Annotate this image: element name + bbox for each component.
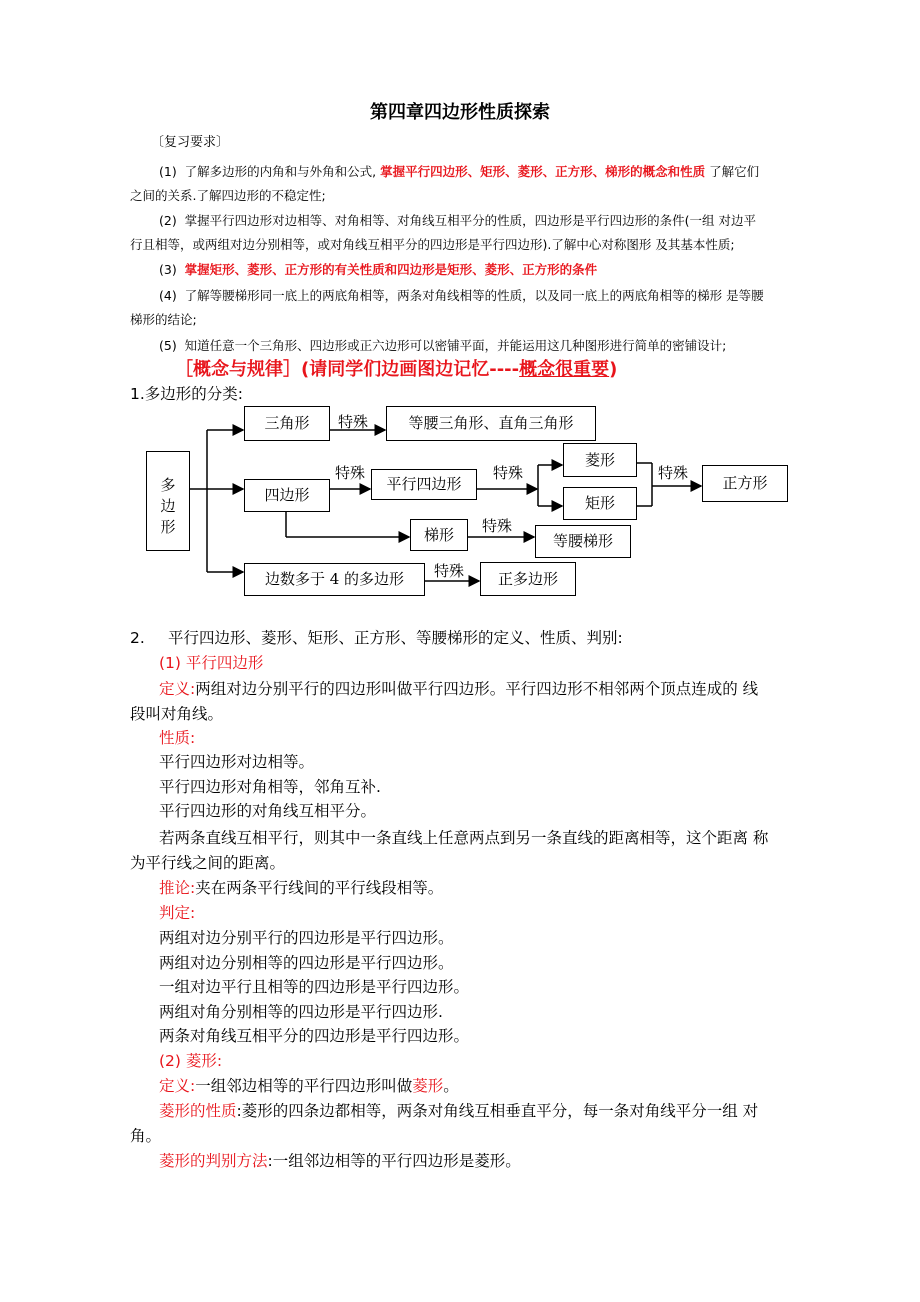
req-text: 了解它们 xyxy=(709,164,760,179)
req-num: (2) xyxy=(159,213,177,228)
rh-prop-text: :菱形的四条边都相等，两条对角线互相垂直平分，每一条对角线平分一组 对 xyxy=(236,1102,759,1120)
rhombus-properties-cont: 角。 xyxy=(130,1127,162,1145)
req-highlight: 掌握矩形、菱形、正方形的有关性质和四边形是矩形、菱形、正方形的条件 xyxy=(184,262,598,277)
req-text: 知道任意一个三角形、四边形或正六边形可以密铺平面，并能运用这几种图形进行简单的密铺设计; xyxy=(184,338,727,353)
page-title: 第四章四边形性质探索 xyxy=(370,102,550,123)
box-triangle-special: 等腰三角形、直角三角形 xyxy=(386,406,596,441)
rh-judge-label: 菱形的判别方法 xyxy=(159,1152,268,1170)
requirement-4-cont: 梯形的结论; xyxy=(130,312,197,327)
req-text: 掌握平行四边形对边相等、对角相等、对角线互相平分的性质，四边形是平行四边形的条件(一组 对边平 xyxy=(184,213,757,228)
req-num: (1) xyxy=(159,164,177,179)
req-num: (4) xyxy=(159,288,177,303)
rh-def-label: 定义: xyxy=(159,1077,196,1095)
requirement-1-cont: 之间的关系.了解四边形的不稳定性; xyxy=(130,188,326,203)
req-num: (5) xyxy=(159,338,177,353)
corollary-label: 推论: xyxy=(159,879,196,897)
box-polygon-more: 边数多于 4 的多边形 xyxy=(244,563,425,596)
judge-5: 两条对角线互相平分的四边形是平行四边形。 xyxy=(159,1027,470,1045)
requirements-header: 〔复习要求〕 xyxy=(151,135,230,150)
rh-def-text: 一组邻边相等的平行四边形叫做 xyxy=(195,1077,413,1095)
label-special-5: 特殊 xyxy=(482,517,513,535)
rh-def-end: 。 xyxy=(443,1077,459,1095)
box-rectangle: 矩形 xyxy=(563,487,637,520)
label-special-4: 特殊 xyxy=(658,464,689,482)
corollary-text: 夹在两条平行线间的平行线段相等。 xyxy=(195,879,444,897)
prop-label: 性质: xyxy=(159,729,196,747)
req-text: 了解多边形的内角和与外角和公式, xyxy=(184,164,377,179)
rhombus-properties xyxy=(159,1099,758,1124)
rh-judge-text: :一组邻边相等的平行四边形是菱形。 xyxy=(267,1152,521,1170)
judge-2: 两组对边分别相等的四边形是平行四边形。 xyxy=(159,954,454,972)
box-rhombus: 菱形 xyxy=(563,443,637,477)
box-polygon xyxy=(146,451,190,551)
box-square: 正方形 xyxy=(702,465,788,502)
judge-1: 两组对边分别平行的四边形是平行四边形。 xyxy=(159,929,454,947)
box-parallelogram: 平行四边形 xyxy=(371,469,477,500)
distance-text: 若两条直线互相平行，则其中一条直线上任意两点到另一条直线的距离相等，这个距离 称 xyxy=(159,829,769,847)
box-triangle: 三角形 xyxy=(244,406,330,441)
rh-def-red: 菱形 xyxy=(412,1077,444,1095)
label-special-2: 特殊 xyxy=(335,464,366,482)
prop-3: 平行四边形的对角线互相平分。 xyxy=(159,802,377,820)
req-num: (3) xyxy=(159,262,177,277)
rhombus-definition xyxy=(159,1074,459,1099)
para-definition xyxy=(159,677,758,702)
concept-underlined: 概念很重要 xyxy=(519,359,610,380)
req-text: 了解等腰梯形同一底上的两底角相等，两条对角线相等的性质，以及同一底上的两底角相等的梯形 是等腰 xyxy=(184,288,764,303)
judge-3: 一组对边平行且相等的四边形是平行四边形。 xyxy=(159,978,470,996)
para-definition-cont: 段叫对角线。 xyxy=(130,705,224,723)
label-special-6: 特殊 xyxy=(434,562,465,580)
judge-label: 判定: xyxy=(159,904,196,922)
prop-1: 平行四边形对边相等。 xyxy=(159,753,315,771)
corollary xyxy=(159,876,443,901)
diagram-heading: 1.多边形的分类: xyxy=(130,385,244,403)
section2-heading: 平行四边形、菱形、矩形、正方形、等腰梯形的定义、性质、判别: xyxy=(168,629,623,647)
box-isosceles-trapezoid: 等腰梯形 xyxy=(535,525,631,558)
section2-num: 2. xyxy=(130,629,145,647)
label-special-1: 特殊 xyxy=(338,413,369,431)
box-polygon-label: 多边形 xyxy=(160,476,176,536)
label-special-3: 特殊 xyxy=(493,464,524,482)
rhombus-judgement xyxy=(159,1149,521,1174)
concept-post: ) xyxy=(609,359,618,380)
prop-2: 平行四边形对角相等，邻角互补. xyxy=(159,778,381,796)
box-trapezoid: 梯形 xyxy=(410,519,468,551)
distance-text-cont: 为平行线之间的距离。 xyxy=(130,854,286,872)
def-text: 两组对边分别平行的四边形叫做平行四边形。平行四边形不相邻两个顶点连成的 线 xyxy=(195,680,759,698)
req-highlight: 掌握平行四边形、矩形、菱形、正方形、梯形的概念和性质 xyxy=(380,164,706,179)
def-label: 定义: xyxy=(159,680,196,698)
box-regular-polygon: 正多边形 xyxy=(480,562,576,596)
box-quadrilateral: 四边形 xyxy=(244,479,330,512)
concept-pre: ［概念与规律］(请同学们边画图边记忆---- xyxy=(175,359,520,380)
requirement-2-cont: 行且相等，或两组对边分别相等，或对角线互相平分的四边形是平行四边形).了解中心对称图形 及其基本性质; xyxy=(130,237,735,252)
rh-prop-label: 菱形的性质 xyxy=(159,1102,237,1120)
rhombus-title: (2) 菱形: xyxy=(159,1052,223,1070)
judge-4: 两组对角分别相等的四边形是平行四边形. xyxy=(159,1003,443,1021)
parallelogram-title: (1) 平行四边形 xyxy=(159,654,264,672)
